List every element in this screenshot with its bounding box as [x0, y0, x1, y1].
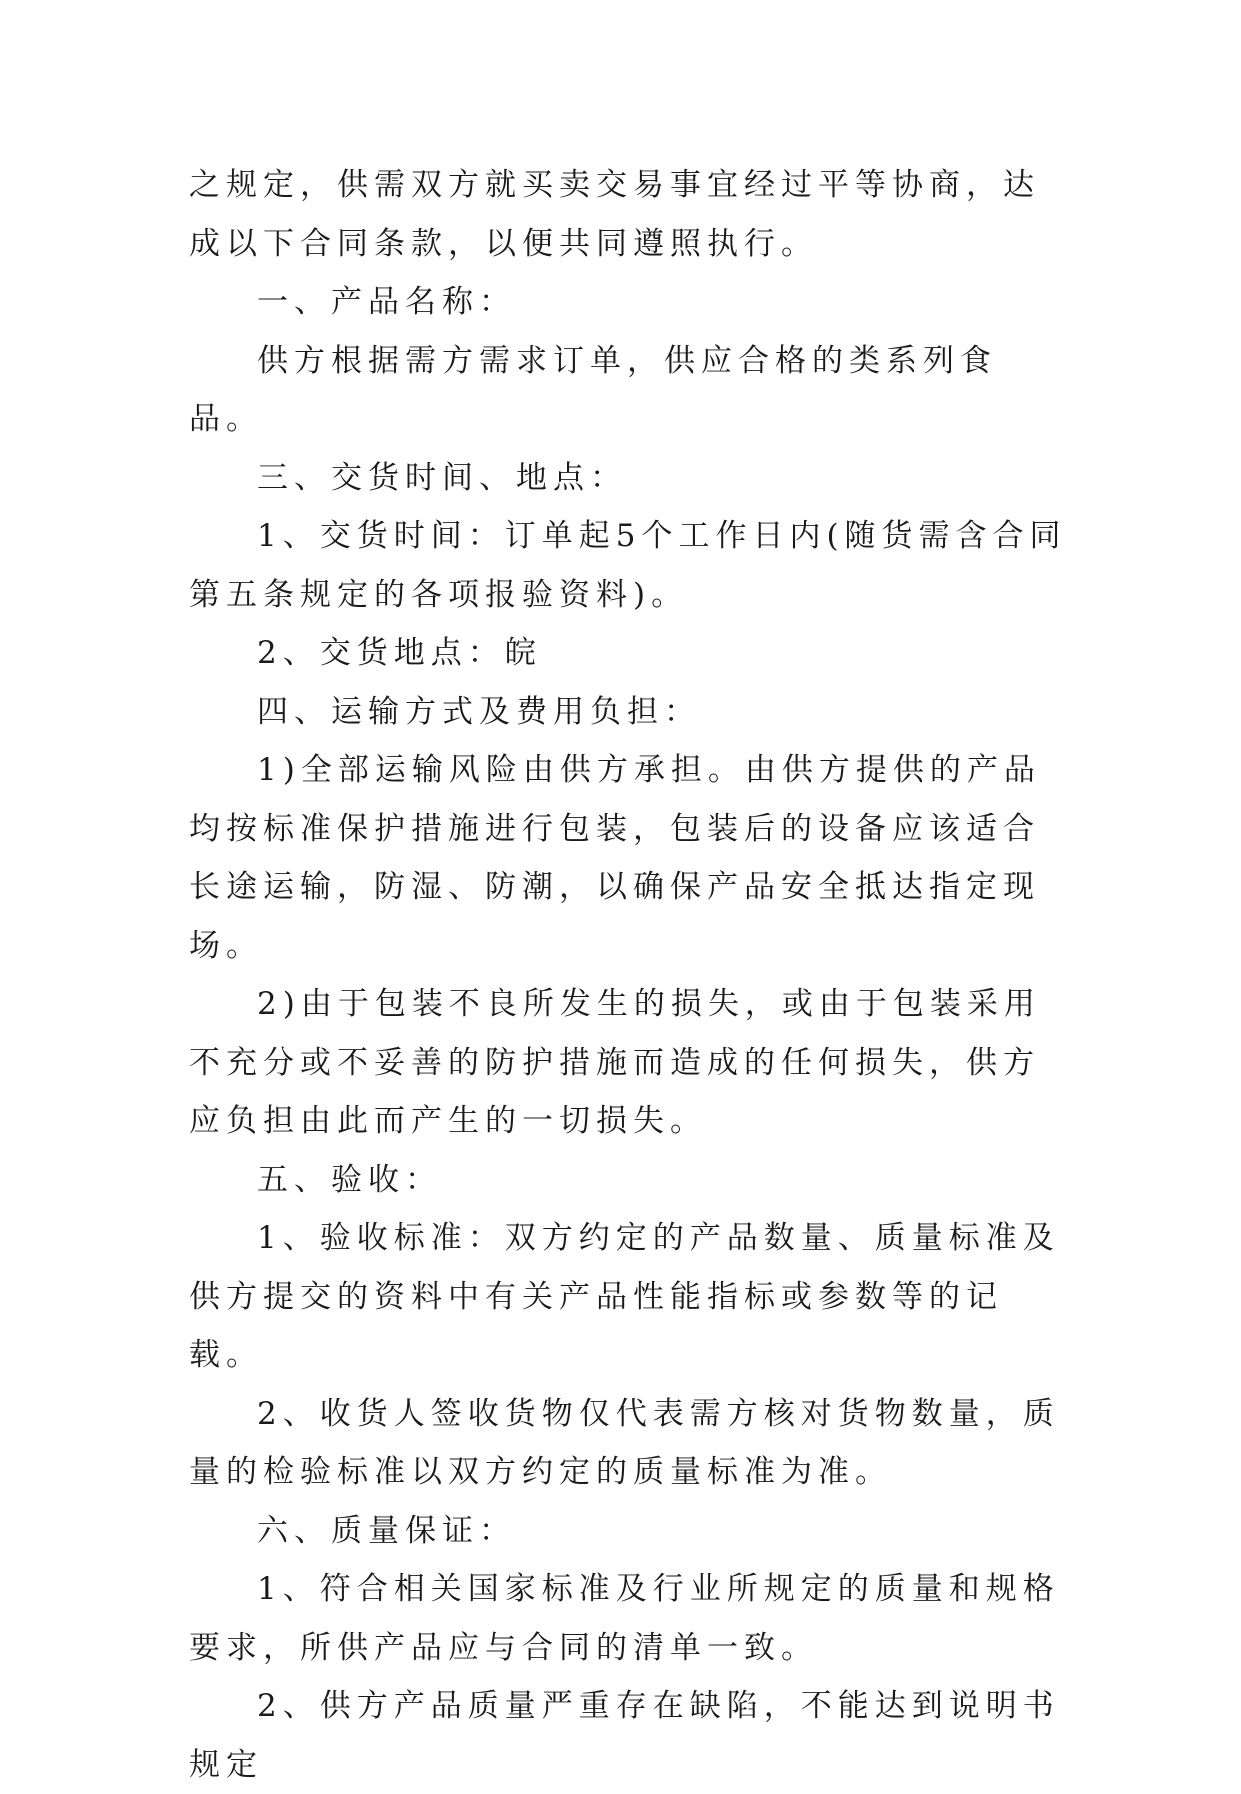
section-heading: 四、运输方式及费用负担： — [257, 693, 701, 730]
paragraph: 2、收货人签收货物仅代表需方核对货物数量，质量的检验标准以双方约定的质量标准为准。 — [189, 1395, 1060, 1490]
paragraph: 2、供方产品质量严重存在缺陷，不能达到说明书规定 — [189, 1688, 1060, 1783]
paragraph: 之规定，供需双方就买卖交易事宜经过平等协商，达成以下合同条款，以便共同遵照执行。 — [189, 167, 1040, 262]
paragraph: 2、交货地点：皖 — [257, 635, 542, 671]
paragraph: 1、验收标准：双方约定的产品数量、质量标准及供方提交的资料中有关产品性能指标或参数等的记载。 — [189, 1220, 1060, 1373]
paragraph: 1)全部运输风险由供方承担。由供方提供的产品均按标准保护措施进行包装，包装后的设备应该适合长途运输，防湿、防潮，以确保产品安全抵达指定现场。 — [189, 752, 1041, 964]
paragraph: 1、交货时间：订单起5个工作日内(随货需含合同第五条规定的各项报验资料)。 — [189, 518, 1067, 613]
paragraph: 2)由于包装不良所发生的损失，或由于包装采用不充分或不妥善的防护措施而造成的任何损失，供方应负担由此而产生的一切损失。 — [189, 986, 1041, 1139]
paragraph: 供方根据需方需求订单，供应合格的类系列食品。 — [189, 342, 997, 437]
section-heading: 六、质量保证： — [257, 1512, 516, 1549]
section-heading: 五、验收： — [257, 1161, 442, 1198]
section-heading: 一、产品名称： — [257, 284, 516, 320]
paragraph: 1、符合相关国家标准及行业所规定的质量和规格要求，所供产品应与合同的清单一致。 — [189, 1571, 1060, 1666]
section-heading: 三、交货时间、地点： — [257, 459, 627, 496]
document-body — [189, 156, 1069, 1794]
